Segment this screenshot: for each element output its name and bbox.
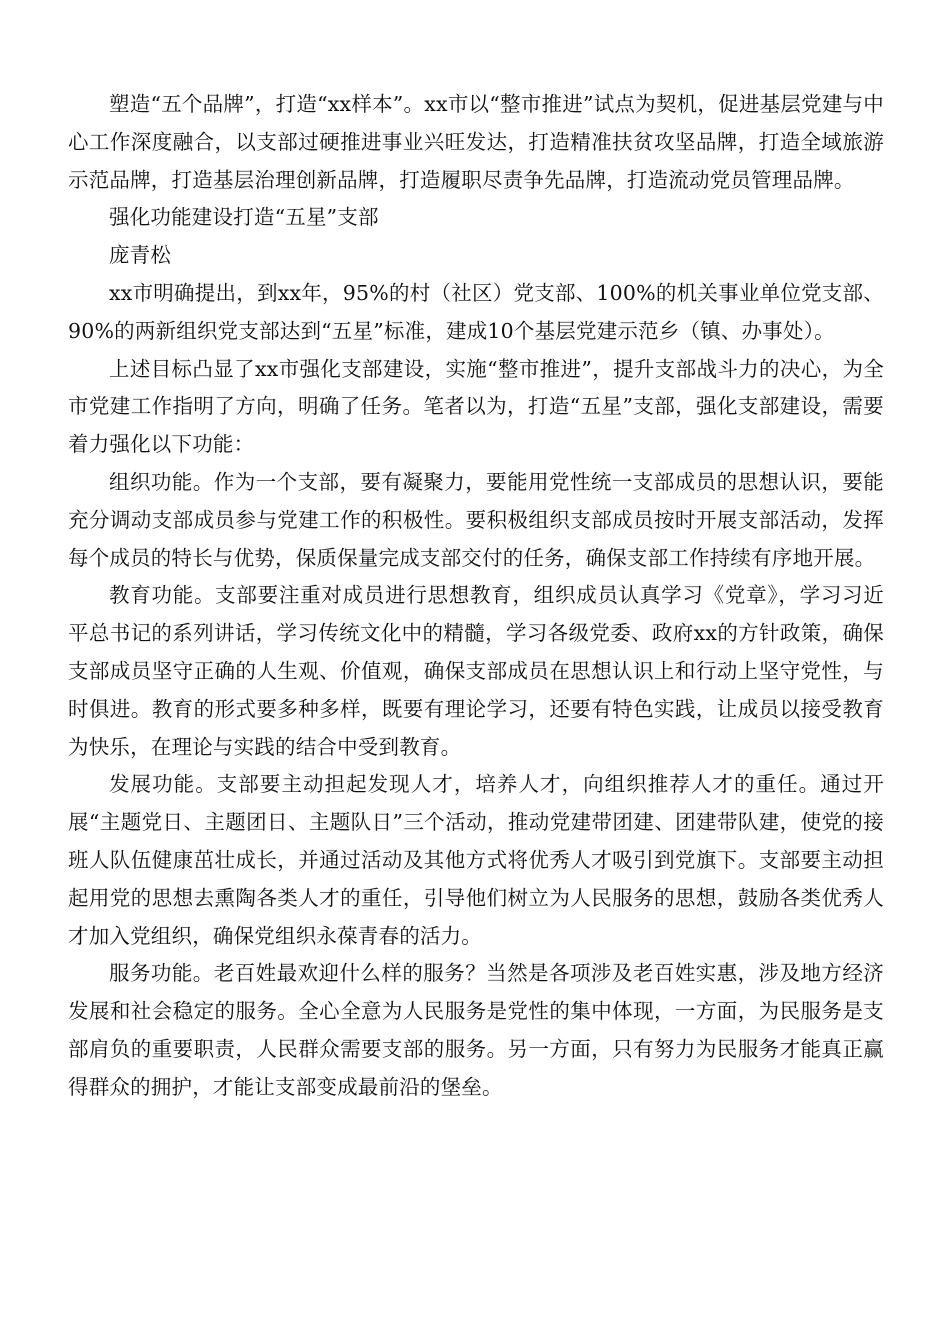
- paragraph-development-function: 发展功能。支部要主动担起发现人才，培养人才，向组织推荐人才的重任。通过开展“主题党日、主题团日、主题队日”三个活动，推动党建带团建、团建带队建，使党的接班人队伍健康茁壮成长，并通过活动及其他方式将优秀人才吸引到党旗下。支部要主动担起用党的思想去熏陶各类人才的重任，引导他们树立为人民服务的思想，鼓励各类优秀人才加入党组织，确保党组织永葆青春的活力。: [68, 772, 884, 948]
- document-page: [68, 86, 884, 1107]
- paragraph-education-function: 教育功能。支部要注重对成员进行思想教育，组织成员认真学习《党章》，学习习近平总书记的系列讲话，学习传统文化中的精髓，学习各级党委、政府xx的方针政策，确保支部成员坚守正确的人生观、价值观，确保支部成员在思想认识上和行动上坚守党性，与时俱进。教育的形式要多种多样，既要有理论学习，还要有特色实践，让成员以接受教育为快乐，在理论与实践的结合中受到教育。: [68, 583, 884, 759]
- paragraph-organization-function: 组织功能。作为一个支部，要有凝聚力，要能用党性统一支部成员的思想认识，要能充分调动支部成员参与党建工作的积极性。要积极组织支部成员按时开展支部活动，发挥每个成员的特长与优势，保质保量完成支部交付的任务，确保支部工作持续有序地开展。: [68, 469, 884, 570]
- paragraph-five-brands: 塑造“五个品牌”，打造“xx样本”。xx市以“整市推进”试点为契机，促进基层党建与中心工作深度融合，以支部过硬推进事业兴旺发达，打造精准扶贫攻坚品牌，打造全域旅游示范品牌，打造基层治理创新品牌，打造履职尽责争先品牌，打造流动党员管理品牌。: [68, 92, 884, 192]
- paragraph-targets: xx市明确提出，到xx年，95%的村（社区）党支部、100%的机关事业单位党支部、90%的两新组织党支部达到“五星”标准，建成10个基层党建示范乡（镇、办事处）。: [68, 280, 884, 343]
- paragraph-service-function: 服务功能。老百姓最欢迎什么样的服务？当然是各项涉及老百姓实惠，涉及地方经济发展和社会稳定的服务。全心全意为人民服务是党性的集中体现，一方面，为民服务是支部肩负的重要职责，人民群众需要支部的服务。另一方面，只有努力为民服务才能真正赢得群众的拥护，才能让支部变成最前沿的堡垒。: [68, 961, 884, 1099]
- article-author: 庞青松: [109, 243, 172, 268]
- article-title: 强化功能建设打造“五星”支部: [109, 205, 379, 230]
- paragraph-determination: 上述目标凸显了xx市强化支部建设，实施“整市推进”，提升支部战斗力的决心，为全市党建工作指明了方向，明确了任务。笔者以为，打造“五星”支部，强化支部建设，需要着力强化以下功能：: [68, 356, 884, 457]
